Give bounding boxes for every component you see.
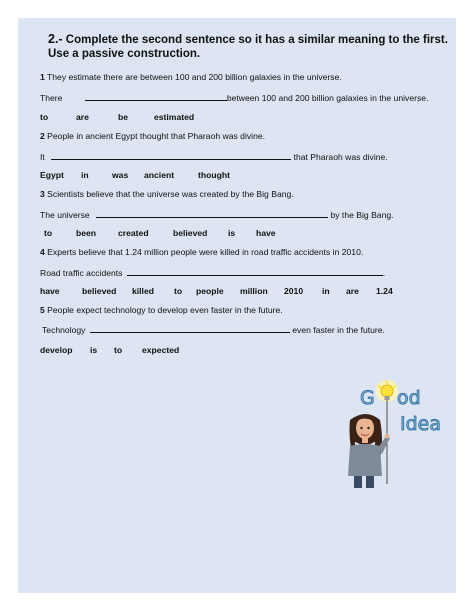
answer-line-2 [40,151,388,162]
question-number: 3 [40,189,45,199]
worksheet-page [18,18,456,593]
answer-end: . [382,268,386,278]
question-number: 5 [40,305,45,315]
svg-text:G: G [360,387,375,409]
word-chip: been [76,228,97,238]
answer-line-5 [42,324,385,335]
word-chip: thought [198,170,230,180]
word-chip: people [196,286,224,296]
answer-line-3 [40,209,394,220]
word-chip: have [40,286,60,296]
question-5 [40,305,283,315]
answer-blank[interactable] [90,324,290,333]
answer-line-1 [40,92,428,103]
question-number: 4 [40,247,45,257]
answer-end: that Pharaoh was divine. [293,152,388,162]
question-sentence: People in ancient Egypt thought that Pharaoh was divine. [47,131,266,141]
answer-start: It [40,152,45,162]
exercise-number: 2.- [48,32,63,46]
word-chip: are [76,112,89,122]
girl-avatar [348,414,390,488]
word-chip: are [346,286,359,296]
answer-start: The universe [40,210,90,220]
word-chip: 2010 [284,286,304,296]
answer-blank[interactable] [51,151,291,160]
question-1 [40,72,342,82]
word-chip: million [240,286,268,296]
word-chip: expected [142,345,180,355]
word-chip: to [40,112,49,122]
word-chip: in [81,170,89,180]
question-number: 1 [40,72,45,82]
question-number: 2 [40,131,45,141]
word-chip: have [256,228,276,238]
answer-blank[interactable] [85,92,227,101]
word-chip: in [322,286,330,296]
good-idea-clipart [340,376,450,492]
question-sentence: People expect technology to develop even faster in the future. [47,305,283,315]
word-chip: be [118,112,129,122]
word-chip: Egypt [40,170,64,180]
word-chip: develop [40,345,73,355]
word-chip: was [112,170,129,180]
answer-line-4 [40,267,385,278]
question-2 [40,131,265,141]
question-sentence: Scientists believe that the universe was created by the Big Bang. [47,189,294,199]
answer-blank[interactable] [127,267,386,278]
word-chip: is [90,345,98,355]
word-chip: believed [173,228,208,238]
word-chip: is [228,228,236,238]
question-3 [40,189,294,199]
exercise-title [48,32,448,61]
word-chip: created [118,228,149,238]
word-chip: estimated [154,112,195,122]
question-4 [40,247,363,257]
answer-start: There [40,93,63,103]
svg-text:od: od [397,387,421,409]
word-chip: to [114,345,123,355]
word-chip: to [44,228,53,238]
answer-end: by the Big Bang. [330,210,394,220]
answer-start: Road traffic accidents [40,268,123,278]
answer-end: even faster in the future. [292,325,385,335]
word-chip: ancient [144,170,175,180]
answer-start: Technology [42,325,86,335]
question-sentence: Experts believe that 1.24 million people were killed in road traffic accidents in 2010. [47,247,364,257]
question-sentence: They estimate there are between 100 and 200 billion galaxies in the universe. [47,72,342,82]
word-chip: believed [82,286,117,296]
svg-text:Idea: Idea [400,413,441,435]
exercise-instructions: Complete the second sentence so it has a similar meaning to the first. Use a passive construction. [48,34,448,60]
word-chip: to [174,286,183,296]
answer-end: between 100 and 200 billion galaxies in the universe. [226,93,429,103]
answer-blank[interactable] [96,209,328,218]
word-chip: killed [132,286,154,296]
word-chip: 1.24 [376,286,393,296]
